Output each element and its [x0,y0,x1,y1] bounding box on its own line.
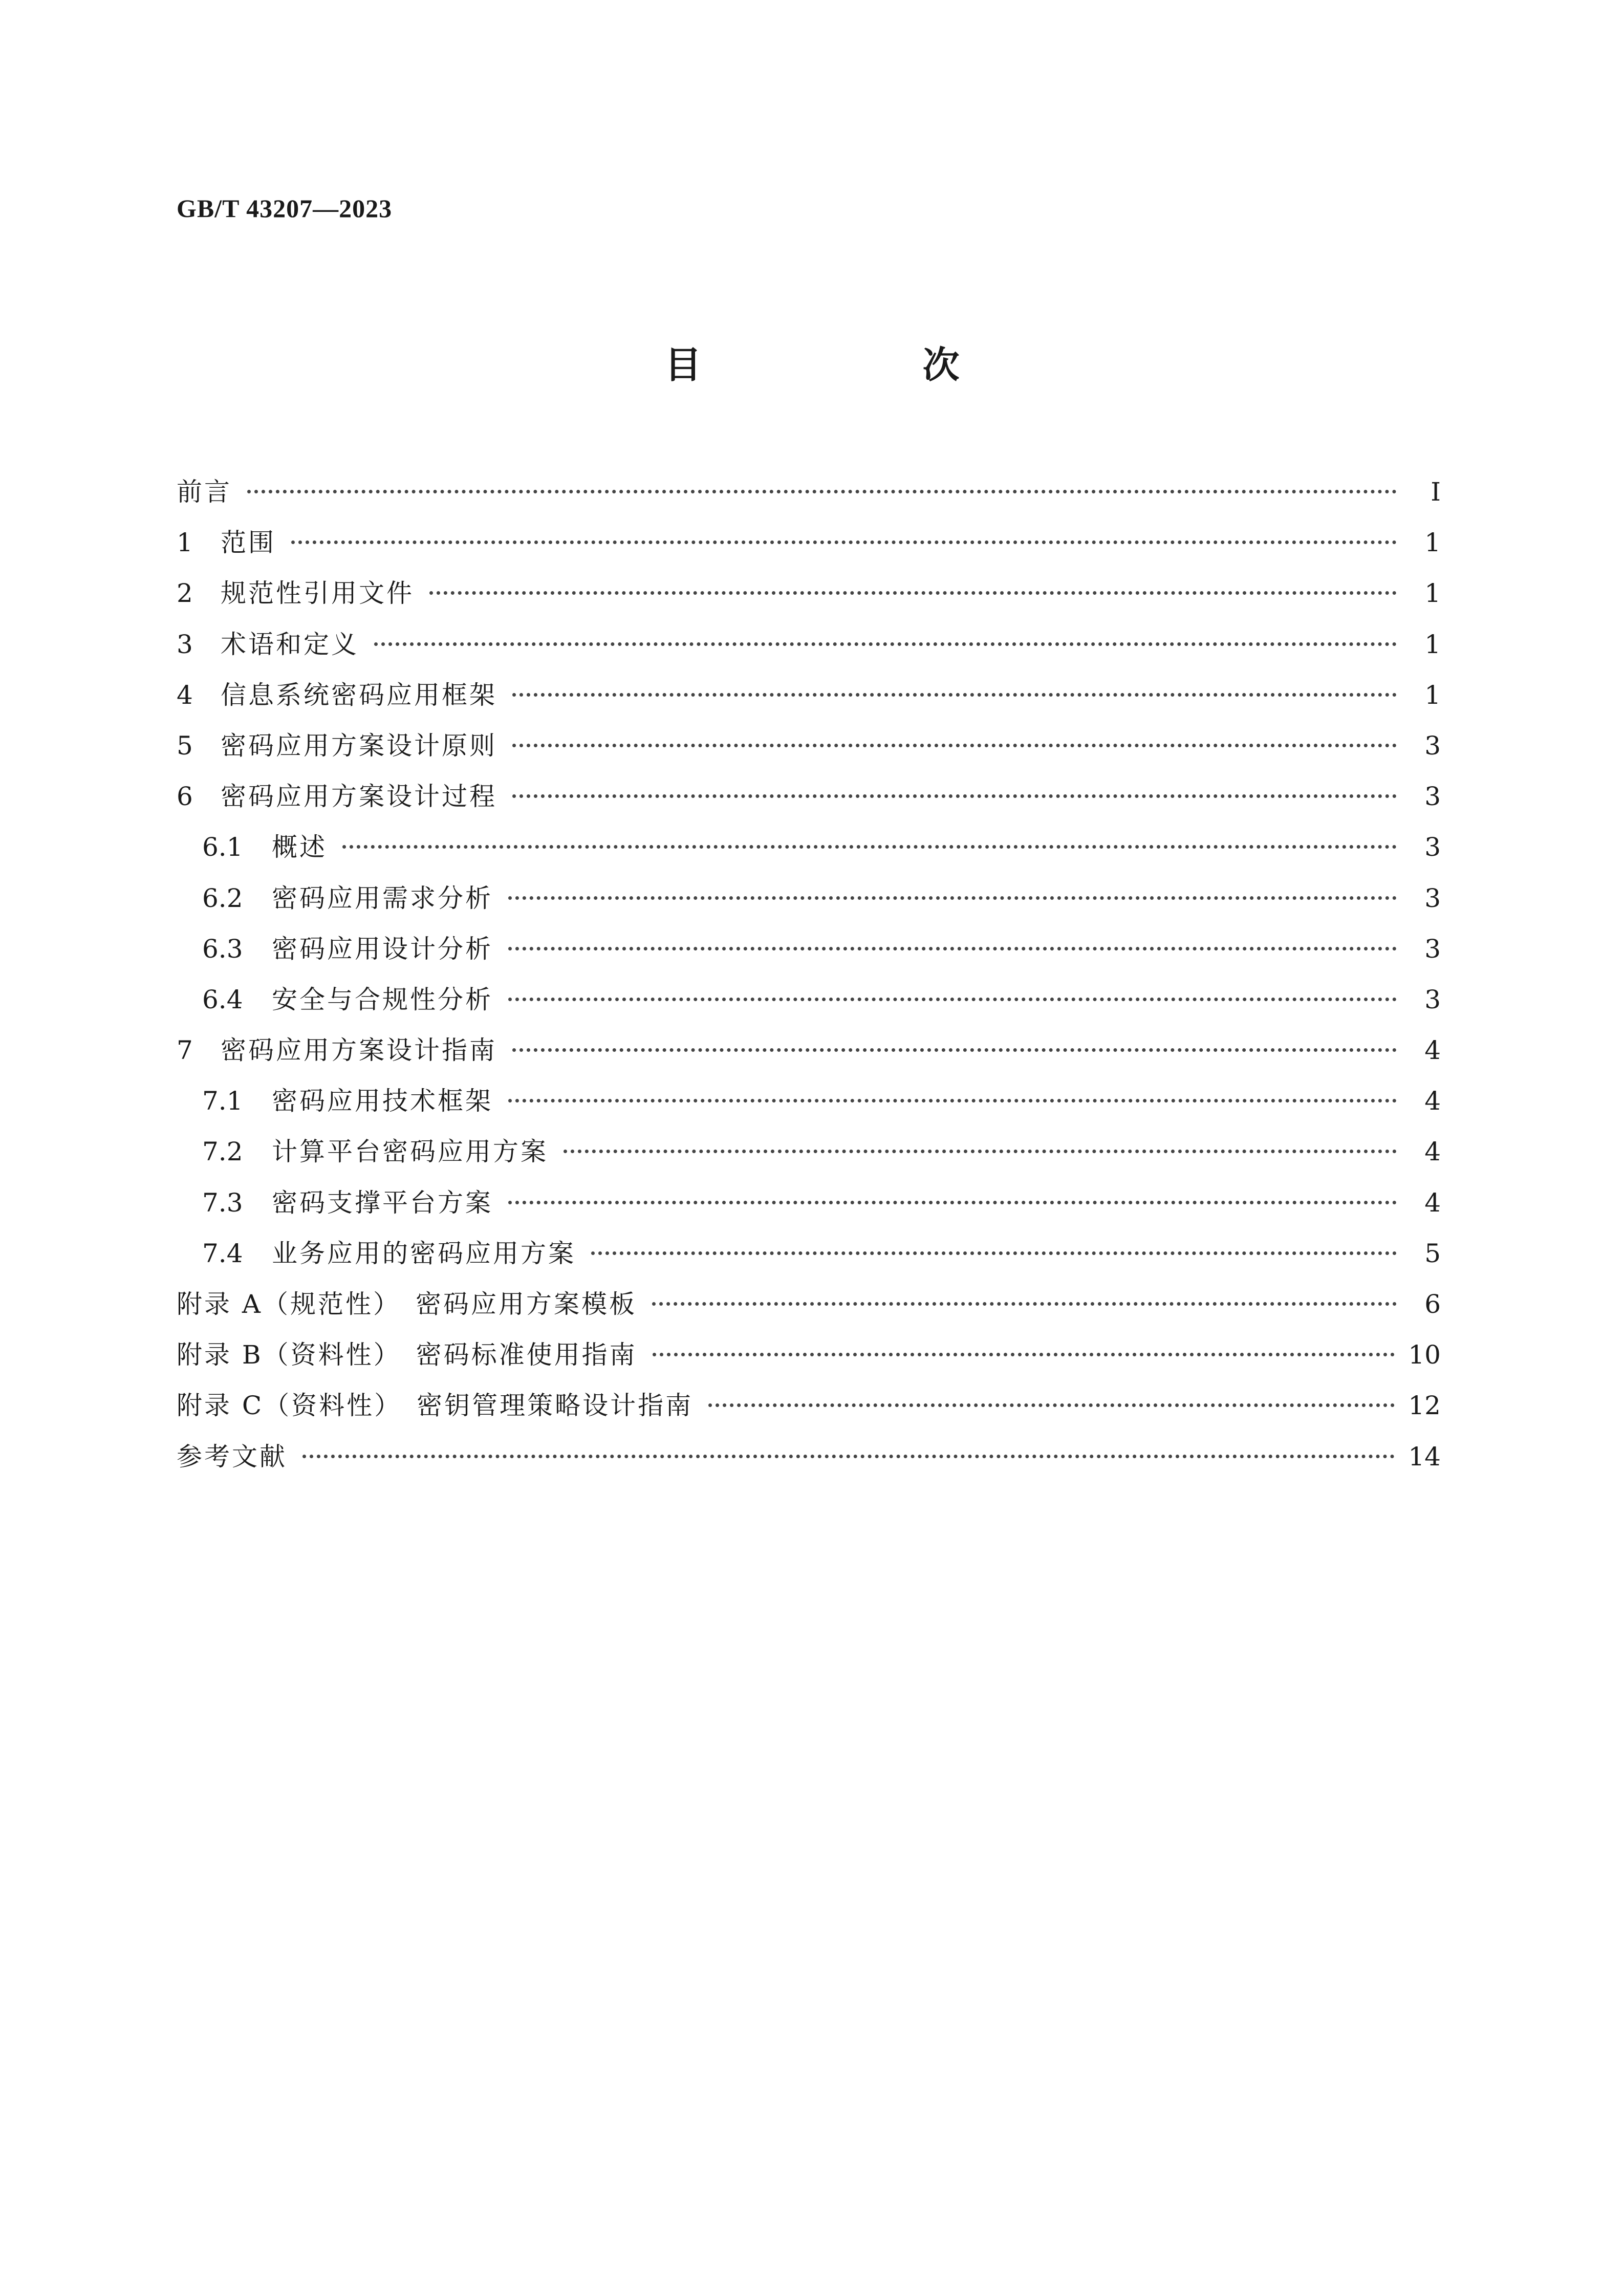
toc-entry-page: 3 [1424,934,1441,964]
dot-leader [291,540,1397,544]
toc-subentry[interactable] [177,1127,1441,1177]
toc-entry-number: 3 [177,629,193,659]
dot-leader [512,1048,1397,1052]
toc-entry-number: 7.3 [202,1187,243,1218]
toc-entry-page: 4 [1424,1035,1441,1066]
standard-code: GB/T 43207—2023 [177,194,393,223]
toc-entry-label: 规范性引用文件 [221,578,414,609]
toc-entry-page: 3 [1424,984,1441,1014]
toc-entry-label: 密码支撑平台方案 [272,1187,493,1218]
dot-leader [247,490,1397,493]
toc-entry-label: 密码应用需求分析 [272,883,493,913]
toc-entry[interactable] [177,568,1441,619]
toc-entry[interactable] [177,1380,1441,1431]
toc-entry-label: 安全与合规性分析 [272,984,493,1014]
dot-leader [564,1150,1397,1153]
toc-entry-number: 6.1 [202,832,243,862]
dot-leader [512,794,1397,798]
dot-leader [653,1353,1395,1356]
toc-entry-number: 7 [177,1035,193,1066]
toc-entry-page: 4 [1424,1137,1441,1167]
toc-entry[interactable] [177,1432,1441,1482]
toc-entry-page: 1 [1424,528,1441,558]
toc-entry-number: 7.4 [202,1238,243,1268]
toc-entry-page: 3 [1424,782,1441,812]
dot-leader [374,642,1397,646]
toc-entry-page: 12 [1408,1391,1441,1421]
toc-entry-page: 3 [1424,730,1441,761]
toc-entry-number: 6 [177,782,193,812]
dot-leader [508,947,1397,950]
dot-leader [342,845,1397,849]
toc-subentry[interactable] [177,1076,1441,1127]
toc-subentry[interactable] [177,975,1441,1025]
toc-entry-number: 6.3 [202,934,243,964]
toc-entry-label: 附录 C（资料性） 密钥管理策略设计指南 [177,1391,694,1421]
toc-entry[interactable] [177,670,1441,721]
toc-entry[interactable] [177,517,1441,568]
toc-entry-page: 4 [1424,1187,1441,1218]
toc-subentry[interactable] [177,822,1441,873]
toc-entry-label: 前言 [177,477,232,507]
toc-entry-number: 7.2 [202,1137,243,1167]
toc-entry-page: 1 [1424,629,1441,659]
toc-entry-label: 密码应用设计分析 [272,934,493,964]
toc-entry-number: 5 [177,730,193,761]
toc-entry-page: 6 [1424,1289,1441,1319]
toc-entry-label: 密码应用技术框架 [272,1086,493,1116]
dot-leader [512,744,1397,747]
toc-entry-label: 概述 [272,832,327,862]
toc-entry-label: 业务应用的密码应用方案 [272,1238,576,1268]
dot-leader [512,693,1397,697]
table-of-contents [177,467,1441,1482]
toc-entry-number: 6.2 [202,883,243,913]
dot-leader [429,591,1397,595]
toc-entry-page: Ⅰ [1431,477,1441,507]
toc-entry-page: 14 [1408,1441,1441,1472]
dot-leader [652,1302,1397,1306]
toc-subentry[interactable] [177,924,1441,975]
toc-entry-page: 1 [1424,680,1441,710]
toc-entry[interactable] [177,1025,1441,1076]
toc-entry[interactable] [177,771,1441,822]
dot-leader [302,1455,1395,1458]
toc-entry[interactable] [177,1330,1441,1380]
toc-entry-label: 密码应用方案设计原则 [221,730,497,761]
dot-leader [591,1251,1397,1255]
toc-entry-label: 附录 B（资料性） 密码标准使用指南 [177,1340,637,1370]
toc-entry-number: 1 [177,528,193,558]
toc-entry[interactable] [177,1279,1441,1330]
toc-entry-label: 密码应用方案设计过程 [221,782,497,812]
toc-entry-page: 5 [1424,1238,1441,1268]
toc-entry-page: 1 [1424,578,1441,609]
dot-leader [708,1403,1395,1407]
dot-leader [508,1099,1397,1102]
toc-entry-label: 附录 A（规范性） 密码应用方案模板 [177,1289,637,1319]
page-title: 目 次 [664,343,1052,386]
toc-entry-label: 信息系统密码应用框架 [221,680,497,710]
toc-entry-page: 3 [1424,883,1441,913]
toc-entry[interactable] [177,721,1441,771]
toc-entry-label: 密码应用方案设计指南 [221,1035,497,1066]
toc-entry-label: 参考文献 [177,1441,287,1472]
toc-entry-label: 术语和定义 [221,629,359,659]
toc-entry[interactable] [177,619,1441,670]
toc-entry-number: 4 [177,680,193,710]
toc-entry-page: 3 [1424,832,1441,862]
toc-entry-number: 6.4 [202,984,243,1014]
dot-leader [508,1201,1397,1204]
toc-subentry[interactable] [177,1178,1441,1228]
toc-entry-label: 计算平台密码应用方案 [272,1137,548,1167]
toc-entry-page: 10 [1408,1340,1441,1370]
dot-leader [508,998,1397,1001]
toc-entry-number: 7.1 [202,1086,243,1116]
dot-leader [508,896,1397,900]
toc-entry-label: 范围 [221,528,276,558]
toc-entry-page: 4 [1424,1086,1441,1116]
toc-entry-number: 2 [177,578,193,609]
toc-entry[interactable] [177,467,1441,517]
toc-subentry[interactable] [177,873,1441,924]
toc-subentry[interactable] [177,1228,1441,1279]
